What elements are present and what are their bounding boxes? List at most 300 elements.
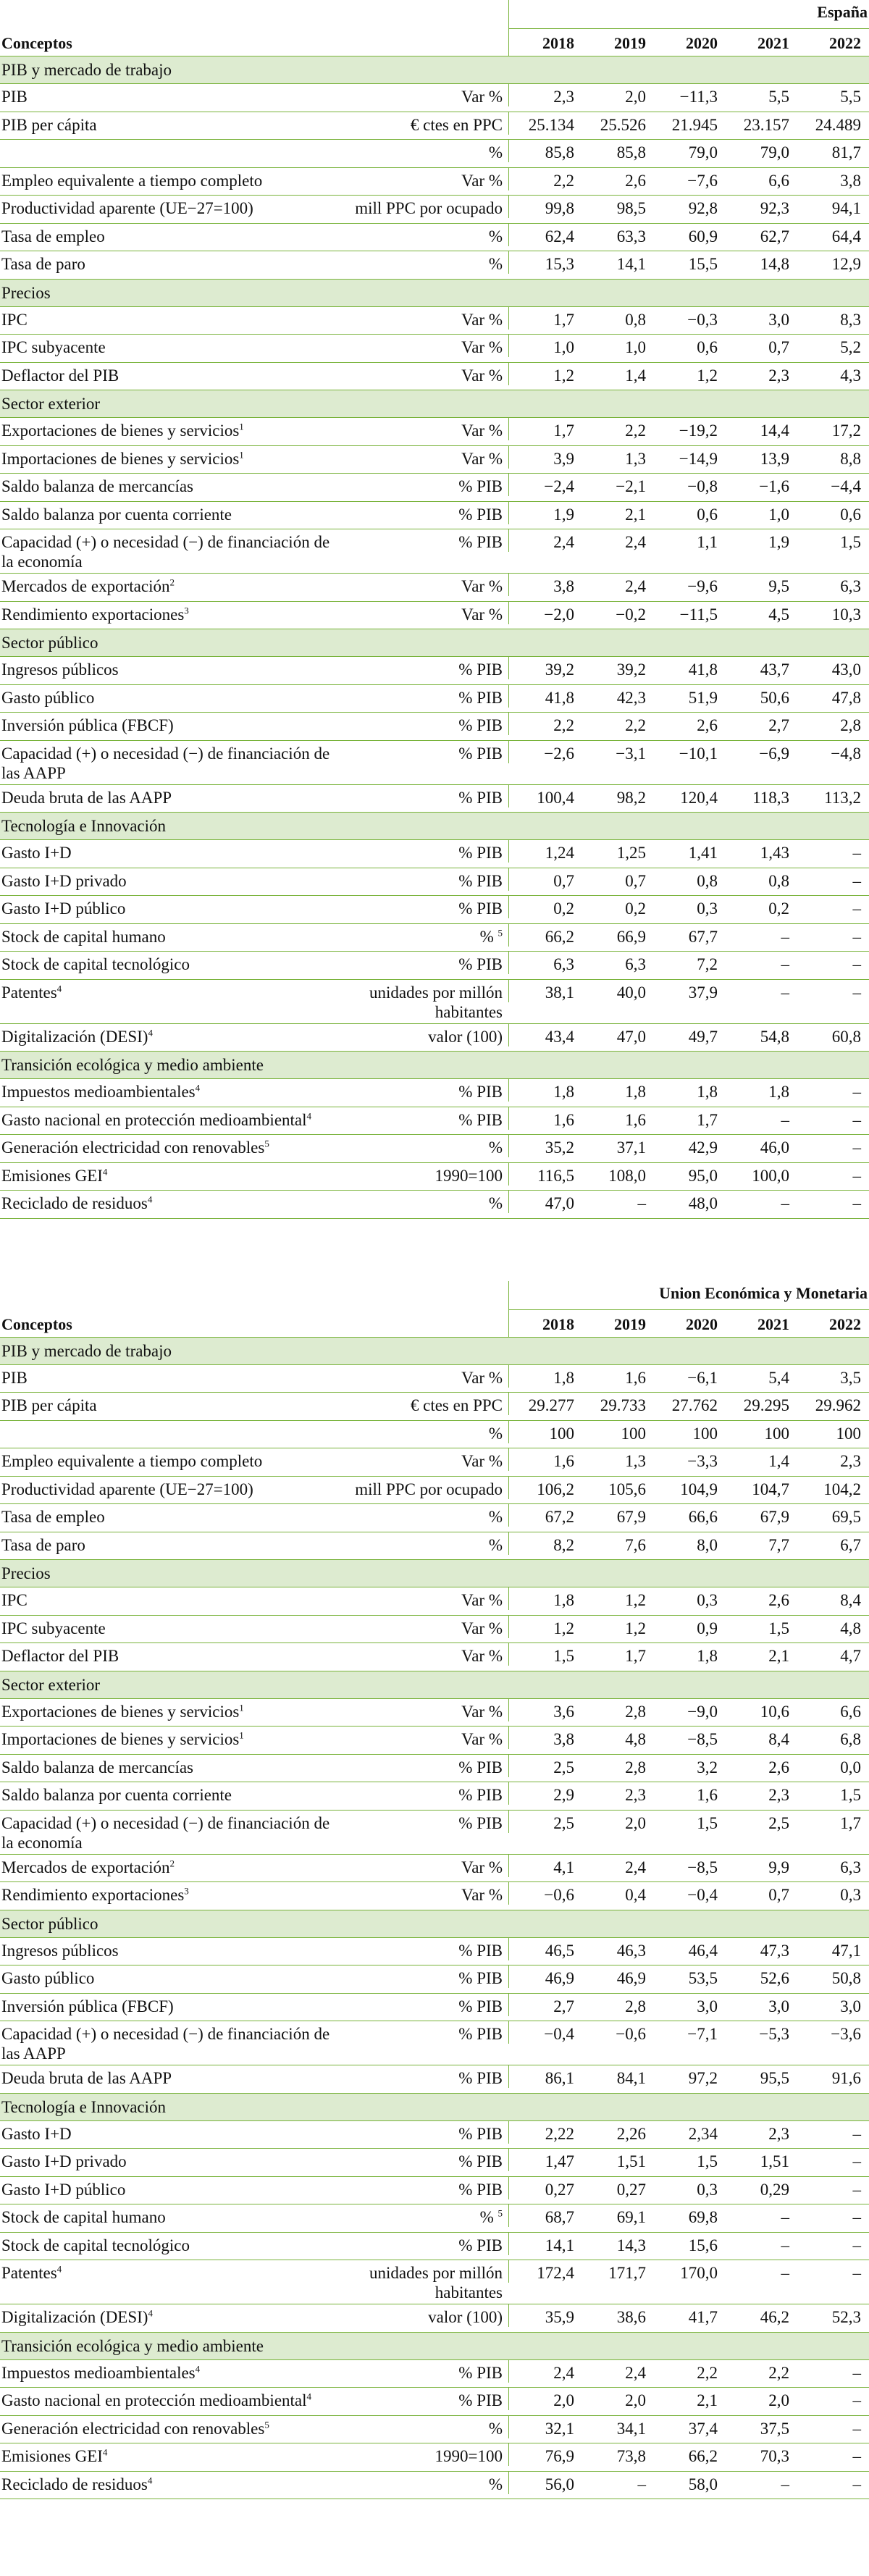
value-cell: 2,0 — [625, 2391, 646, 2409]
unit-cell — [335, 2360, 508, 2383]
value-cell: 2,3 — [768, 366, 789, 385]
year-header: 2021 — [757, 34, 789, 52]
unit-label: Var % — [461, 1591, 503, 1609]
row-label-cell — [0, 2177, 335, 2199]
value-cell: −4,8 — [831, 744, 861, 763]
row-label: Importaciones de bienes y servicios — [1, 1730, 240, 1748]
row-label: Reciclado de residuos — [1, 1194, 148, 1212]
unit-cell — [335, 1477, 508, 1499]
row-label: Digitalización (DESI) — [1, 1027, 148, 1046]
row-label: Inversión pública (FBCF) — [1, 1997, 174, 2015]
row-label-cell — [0, 1699, 335, 1721]
value-cell: 4,8 — [840, 1619, 861, 1637]
row-label-cell — [0, 2204, 335, 2227]
value-cell: 8,2 — [508, 1532, 580, 1555]
value-cell: 6,8 — [840, 1730, 861, 1748]
row-label: Deflactor del PIB — [1, 366, 119, 385]
value-cell: 69,8 — [688, 2208, 718, 2226]
value-cell: 21.945 — [671, 115, 718, 134]
value-cell: 172,4 — [508, 2260, 580, 2283]
value-cell: 67,9 — [760, 1508, 789, 1526]
row-label: Deuda bruta de las AAPP — [1, 2069, 172, 2087]
row-label-cell — [0, 980, 335, 1002]
table-row — [0, 168, 869, 196]
table-row — [0, 2204, 869, 2233]
row-label: PIB — [1, 88, 28, 106]
table-row — [0, 1504, 869, 1532]
unit-cell — [335, 1191, 508, 1213]
value-cell: 0,3 — [697, 2180, 718, 2199]
value-cell: 64,4 — [831, 227, 861, 246]
value-cell: 39,2 — [508, 657, 580, 679]
value-cell: 25.526 — [600, 115, 646, 134]
table-row — [0, 1811, 869, 1855]
value-cell: 48,0 — [688, 1194, 718, 1212]
value-cell: 104,2 — [823, 1480, 861, 1498]
value-cell: – — [781, 1110, 789, 1129]
row-label: Productividad aparente (UE−27=100) — [1, 199, 253, 217]
unit-cell — [335, 446, 508, 469]
region-title: Union Económica y Monetaria — [508, 1281, 869, 1310]
value-cell: 68,7 — [508, 2204, 580, 2227]
row-label: Gasto I+D público — [1, 2180, 126, 2199]
row-label: Gasto nacional en protección medioambiental — [1, 2391, 307, 2409]
value-cell: −3,6 — [831, 2025, 861, 2043]
value-cell: 14,8 — [760, 255, 789, 273]
table-row — [0, 446, 869, 474]
value-cell: 10,3 — [831, 605, 861, 624]
value-cell: – — [781, 927, 789, 946]
value-cell: 0,8 — [768, 871, 789, 890]
value-cell: 1,8 — [768, 1083, 789, 1101]
value-cell: 2,2 — [768, 2363, 789, 2382]
row-label-cell — [0, 1135, 335, 1157]
footnote-marker: 4 — [306, 2391, 312, 2402]
concepts-header: Conceptos — [1, 34, 72, 52]
unit-cell — [335, 474, 508, 496]
value-cell: 1,3 — [625, 449, 646, 468]
value-cell: 1,6 — [508, 1448, 580, 1471]
value-cell: – — [852, 955, 861, 973]
value-cell: 0,6 — [697, 338, 718, 356]
unit-label: mill PPC por ocupado — [355, 199, 503, 217]
value-cell: −5,3 — [759, 2025, 789, 2043]
value-cell: 5,2 — [840, 338, 861, 356]
value-cell: – — [781, 955, 789, 973]
unit-label: % PIB — [458, 688, 503, 707]
unit-label: % PIB — [458, 2391, 503, 2409]
row-label: PIB per cápita — [1, 115, 97, 134]
value-cell: 56,0 — [508, 2472, 580, 2494]
unit-label: € ctes en PPC — [410, 115, 503, 134]
unit-cell — [335, 2204, 508, 2227]
value-cell: 67,2 — [508, 1504, 580, 1527]
value-cell: 97,2 — [688, 2069, 718, 2087]
row-label: Stock de capital tecnológico — [1, 2236, 190, 2254]
unit-cell — [335, 602, 508, 624]
section-title: Sector exterior — [0, 1671, 869, 1699]
unit-label: Var % — [461, 1702, 503, 1721]
value-cell: 79,0 — [688, 143, 718, 161]
value-cell: 2,5 — [508, 1755, 580, 1777]
row-label-cell — [0, 713, 335, 735]
value-cell: 50,6 — [760, 688, 789, 707]
value-cell: 2,1 — [625, 505, 646, 524]
value-cell: 2,0 — [508, 2388, 580, 2410]
unit-label: % PIB — [458, 788, 503, 807]
value-cell: 1,4 — [768, 1452, 789, 1470]
unit-cell — [335, 868, 508, 891]
row-label-cell — [0, 1079, 335, 1102]
value-cell: 14,3 — [616, 2236, 646, 2254]
table-row — [0, 1782, 869, 1811]
unit-label: % PIB — [458, 2152, 503, 2170]
value-cell: 0,0 — [840, 1758, 861, 1776]
row-label: Tasa de paro — [1, 1535, 85, 1554]
table-row — [0, 1938, 869, 1966]
row-label-cell — [0, 1163, 335, 1186]
section-title: PIB y mercado de trabajo — [0, 1338, 869, 1365]
value-cell: – — [852, 2363, 861, 2382]
unit-label: valor (100) — [428, 1027, 503, 1046]
table-row — [0, 1448, 869, 1477]
value-cell: 14,4 — [760, 421, 789, 440]
value-cell: 0,7 — [768, 338, 789, 356]
table-row — [0, 2065, 869, 2094]
value-cell: 1,6 — [697, 1786, 718, 1804]
unit-cell — [335, 574, 508, 596]
row-label-cell — [0, 1811, 335, 1853]
row-label: Productividad aparente (UE−27=100) — [1, 1480, 253, 1498]
value-cell: 106,2 — [508, 1477, 580, 1499]
value-cell: 1,1 — [697, 533, 718, 551]
section-title: Sector público — [0, 629, 869, 657]
year-header: 2018 — [508, 1310, 580, 1337]
unit-label: % PIB — [458, 2025, 503, 2043]
value-cell: 2,6 — [625, 171, 646, 190]
row-label: IPC subyacente — [1, 338, 106, 356]
row-label: Exportaciones de bienes y servicios — [1, 1702, 240, 1721]
region-header-spacer — [0, 1281, 508, 1310]
unit-cell — [335, 1755, 508, 1777]
unit-cell — [335, 529, 508, 552]
table-row — [0, 657, 869, 685]
value-cell: 2,5 — [768, 1813, 789, 1832]
value-cell: – — [781, 2208, 789, 2226]
row-label: Reciclado de residuos — [1, 2475, 148, 2493]
unit-cell — [335, 1811, 508, 1833]
table-row — [0, 1393, 869, 1421]
value-cell: 94,1 — [831, 199, 861, 217]
value-cell: 24.489 — [815, 115, 861, 134]
value-cell: 1,2 — [508, 363, 580, 385]
table-row — [0, 1755, 869, 1783]
value-cell: 0,6 — [840, 505, 861, 524]
value-cell: – — [781, 2236, 789, 2254]
row-label-cell — [0, 2443, 335, 2466]
row-label: Gasto I+D privado — [1, 871, 127, 890]
row-label: Gasto nacional en protección medioambiental — [1, 1110, 307, 1129]
footnote-marker: 3 — [184, 604, 189, 616]
unit-label: % — [488, 255, 503, 273]
row-label: Ingresos públicos — [1, 1941, 119, 1960]
row-label: IPC subyacente — [1, 1619, 106, 1637]
value-cell: 99,8 — [508, 196, 580, 218]
indicator-table — [0, 0, 869, 1219]
unit-label: Var % — [461, 577, 503, 595]
footnote-marker: 1 — [239, 1729, 244, 1741]
value-cell: 2,6 — [697, 716, 718, 734]
unit-label: % PIB — [458, 477, 503, 495]
value-cell: 38,1 — [508, 980, 580, 1002]
value-cell: 66,2 — [688, 2447, 718, 2465]
row-label-cell — [0, 868, 335, 891]
unit-cell — [335, 2021, 508, 2044]
footnote-marker: 5 — [264, 1138, 269, 1149]
row-label-cell — [0, 112, 335, 135]
footnote-marker: 4 — [102, 2446, 108, 2458]
value-cell: 41,8 — [508, 685, 580, 708]
row-label: Generación electricidad con renovables — [1, 1138, 265, 1157]
value-cell: 2,4 — [625, 577, 646, 595]
value-cell: 2,22 — [508, 2121, 580, 2144]
value-cell: 2,34 — [688, 2124, 718, 2143]
value-cell: 100,0 — [752, 1166, 789, 1185]
value-cell: 62,7 — [760, 227, 789, 246]
section-title: Sector exterior — [0, 390, 869, 418]
value-cell: 0,4 — [625, 1886, 646, 1904]
unit-cell — [335, 1587, 508, 1610]
row-label: Tasa de empleo — [1, 1508, 105, 1526]
value-cell: 1,7 — [508, 307, 580, 330]
table-row — [0, 2260, 869, 2304]
value-cell: 1,8 — [697, 1083, 718, 1101]
region-header-row — [0, 0, 869, 29]
value-cell: 76,9 — [508, 2443, 580, 2466]
value-cell: 23.157 — [743, 115, 789, 134]
value-cell: 2,26 — [616, 2124, 646, 2143]
row-label-cell — [0, 1477, 335, 1499]
value-cell: −7,6 — [687, 171, 718, 190]
value-cell: 92,3 — [760, 199, 789, 217]
row-label: Importaciones de bienes y servicios — [1, 449, 240, 468]
value-cell: 3,5 — [840, 1368, 861, 1387]
value-cell: 4,7 — [840, 1647, 861, 1665]
value-cell: 32,1 — [508, 2416, 580, 2438]
footnote-marker: 4 — [147, 2474, 153, 2485]
value-cell: 37,5 — [760, 2419, 789, 2438]
table-row — [0, 1163, 869, 1191]
value-cell: – — [637, 2475, 646, 2493]
table-row — [0, 1587, 869, 1616]
row-label-cell — [0, 140, 335, 143]
unit-label: Var % — [461, 1858, 503, 1876]
unit-cell — [335, 2304, 508, 2327]
value-cell: 46,2 — [760, 2308, 789, 2326]
unit-cell — [335, 1107, 508, 1130]
table-row — [0, 2472, 869, 2500]
value-cell: 2,0 — [625, 88, 646, 106]
row-label: Patentes — [1, 983, 57, 1002]
value-cell: 2,3 — [508, 84, 580, 106]
value-cell: 2,3 — [768, 2124, 789, 2143]
table-row — [0, 840, 869, 868]
value-cell: – — [852, 871, 861, 890]
value-cell: 39,2 — [616, 660, 646, 679]
row-label: PIB — [1, 1368, 28, 1387]
value-cell: 66,2 — [508, 924, 580, 947]
table-row — [0, 2121, 869, 2149]
value-cell: 1,5 — [697, 2152, 718, 2170]
value-cell: 2,7 — [508, 1994, 580, 2016]
unit-cell — [335, 896, 508, 918]
value-cell: 2,8 — [840, 716, 861, 734]
unit-label: % PIB — [458, 1997, 503, 2015]
value-cell: 2,4 — [508, 529, 580, 552]
value-cell: – — [852, 2208, 861, 2226]
unit-cell — [335, 1643, 508, 1666]
table-row — [0, 685, 869, 713]
value-cell: 42,3 — [616, 688, 646, 707]
value-cell: 47,0 — [616, 1027, 646, 1046]
table-row — [0, 1616, 869, 1644]
unit-label: Var % — [461, 605, 503, 624]
row-label-cell — [0, 952, 335, 974]
value-cell: 2,2 — [625, 716, 646, 734]
unit-label: % PIB — [458, 899, 503, 918]
row-label-cell — [0, 1755, 335, 1777]
value-cell: 15,3 — [508, 251, 580, 274]
value-cell: 6,3 — [840, 577, 861, 595]
unit-cell — [335, 840, 508, 863]
value-cell: 5,5 — [840, 88, 861, 106]
row-label: IPC — [1, 1591, 28, 1609]
value-cell: −0,6 — [508, 1882, 580, 1905]
row-label: Impuestos medioambientales — [1, 2363, 196, 2382]
value-cell: 1,5 — [840, 1786, 861, 1804]
table-row — [0, 112, 869, 140]
table-row — [0, 1532, 869, 1561]
value-cell: 46,9 — [616, 1969, 646, 1987]
value-cell: 37,4 — [688, 2419, 718, 2438]
value-cell: 43,7 — [760, 660, 789, 679]
value-cell: 41,8 — [688, 660, 718, 679]
table-row — [0, 602, 869, 630]
value-cell: – — [852, 2475, 861, 2493]
unit-cell — [335, 196, 508, 218]
table-row — [0, 363, 869, 391]
section-title: Sector público — [0, 1910, 869, 1938]
row-label: Empleo equivalente a tiempo completo — [1, 171, 263, 190]
row-label-cell — [0, 2360, 335, 2383]
value-cell: 2,3 — [625, 1786, 646, 1804]
value-cell: 42,9 — [688, 1138, 718, 1157]
table-row — [0, 1994, 869, 2022]
value-cell: 3,9 — [508, 446, 580, 469]
value-cell: 34,1 — [616, 2419, 646, 2438]
row-label: Gasto público — [1, 1969, 95, 1987]
value-cell: 98,5 — [616, 199, 646, 217]
row-label: Gasto público — [1, 688, 95, 707]
value-cell: 1,0 — [625, 338, 646, 356]
value-cell: 3,0 — [697, 1997, 718, 2015]
row-label-cell — [0, 785, 335, 807]
unit-cell — [335, 1882, 508, 1905]
table-row — [0, 2388, 869, 2416]
year-header: 2020 — [686, 1314, 718, 1333]
unit-label: % PIB — [458, 2124, 503, 2143]
value-cell: 8,4 — [768, 1730, 789, 1748]
unit-label: % PIB — [458, 1083, 503, 1101]
section-title: Tecnología e Innovación — [0, 2094, 869, 2121]
unit-cell — [335, 1616, 508, 1638]
value-cell: 47,8 — [831, 688, 861, 707]
value-cell: 1,8 — [697, 1647, 718, 1665]
value-cell: 0,7 — [508, 868, 580, 891]
row-label-cell — [0, 1448, 335, 1471]
footnote-marker: 4 — [56, 982, 62, 994]
value-cell: 40,0 — [616, 983, 646, 1002]
year-header: 2022 — [829, 34, 861, 52]
row-label: Gasto I+D — [1, 844, 72, 862]
value-cell: 66,6 — [688, 1508, 718, 1526]
value-cell: 1,9 — [508, 502, 580, 524]
value-cell: 2,2 — [508, 168, 580, 190]
value-cell: 100 — [621, 1424, 646, 1443]
year-header: 2020 — [686, 34, 718, 52]
value-cell: 1,0 — [768, 505, 789, 524]
row-label-cell — [0, 363, 335, 385]
value-cell: 5,5 — [768, 88, 789, 106]
value-cell: 4,5 — [768, 605, 789, 624]
unit-cell — [335, 924, 508, 947]
value-cell: 6,3 — [625, 955, 646, 973]
value-cell: 29.295 — [743, 1396, 789, 1414]
unit-header — [335, 29, 508, 56]
row-label: Gasto I+D privado — [1, 2152, 127, 2170]
row-label-cell — [0, 446, 335, 469]
unit-cell — [335, 657, 508, 679]
unit-cell — [335, 1855, 508, 1877]
value-cell: −0,4 — [687, 1886, 718, 1904]
value-cell: 3,2 — [697, 1758, 718, 1776]
unit-cell — [335, 224, 508, 246]
unit-label: Var % — [461, 449, 503, 468]
value-cell: – — [852, 1166, 861, 1185]
value-cell: 1,5 — [508, 1643, 580, 1666]
unit-label: Var % — [461, 1368, 503, 1387]
row-label: Saldo balanza de mercancías — [1, 477, 194, 495]
unit-cell — [335, 980, 508, 1022]
row-label-cell — [0, 1365, 335, 1388]
value-cell: 1,51 — [760, 2152, 789, 2170]
unit-label: € ctes en PPC — [410, 1396, 503, 1414]
row-label-cell — [0, 685, 335, 708]
row-label-cell — [0, 1107, 335, 1130]
value-cell: −11,3 — [679, 88, 718, 106]
value-cell: 118,3 — [752, 788, 789, 807]
value-cell: 46,4 — [688, 1941, 718, 1960]
value-cell: 98,2 — [616, 788, 646, 807]
row-label: Emisiones GEI — [1, 2447, 103, 2465]
table-row — [0, 785, 869, 813]
value-cell: 58,0 — [688, 2475, 718, 2493]
unit-label: Var % — [461, 171, 503, 190]
value-cell: 7,6 — [625, 1535, 646, 1554]
value-cell: 8,8 — [840, 449, 861, 468]
value-cell: 43,4 — [508, 1024, 580, 1046]
row-label-cell — [0, 1994, 335, 2016]
